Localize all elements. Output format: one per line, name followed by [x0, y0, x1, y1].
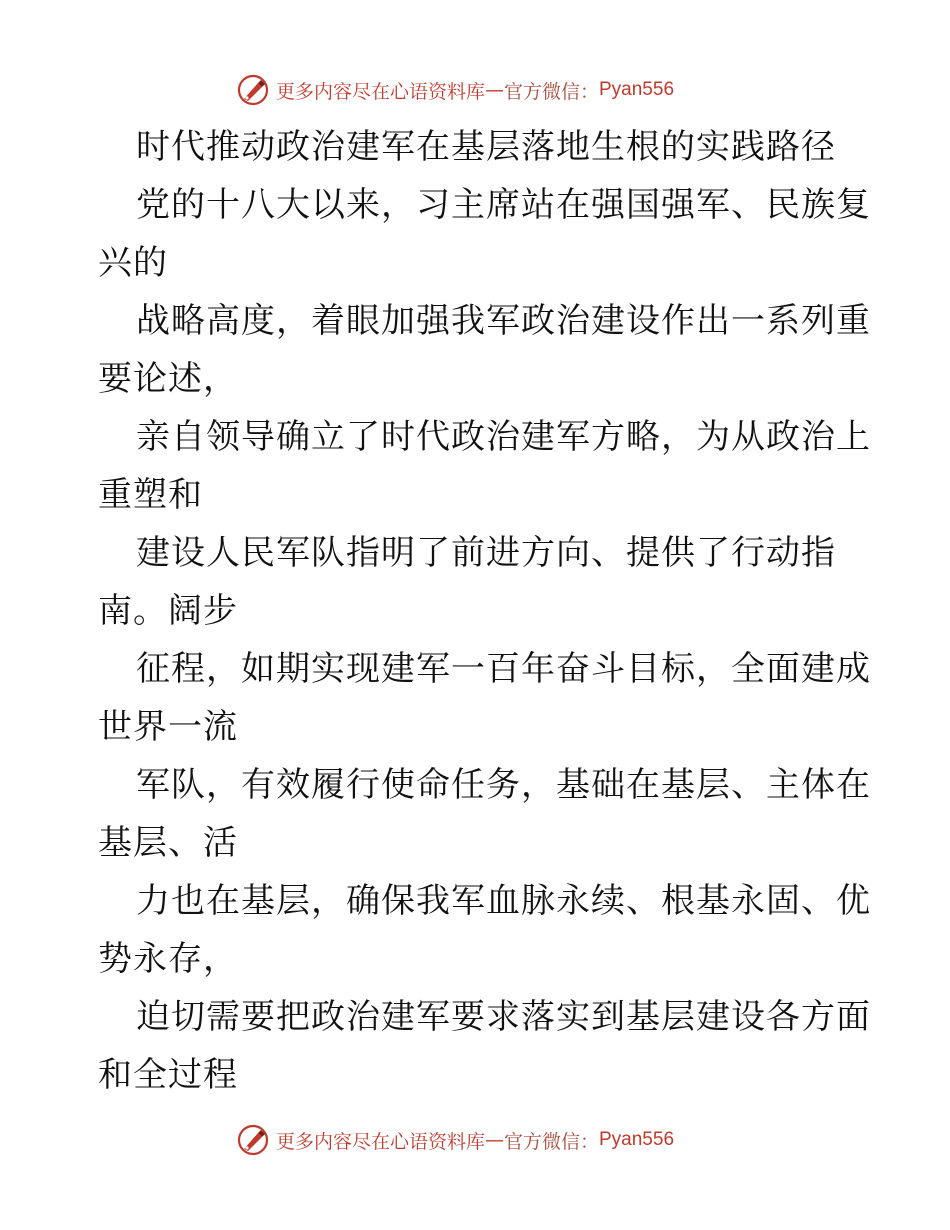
watermark-brand: 更多内容尽在心语资料库	[275, 80, 485, 103]
watermark-account: Pyan556	[599, 79, 675, 100]
text-line: 兴的	[98, 243, 168, 283]
text-line: 基层、活	[98, 823, 238, 863]
pen-logo-icon	[236, 73, 270, 107]
watermark-label: 官方微信：	[503, 1130, 599, 1153]
text-line: 迫切需要把政治建军要求落实到基层建设各方面	[136, 997, 871, 1037]
text-line: 要论述，	[98, 359, 238, 399]
watermark-account: Pyan556	[599, 1129, 675, 1150]
watermark-brand: 更多内容尽在心语资料库	[275, 1130, 485, 1153]
pen-logo-icon	[236, 1123, 270, 1157]
watermark-separator: —	[484, 79, 504, 101]
text-line: 南。阔步	[98, 591, 238, 631]
text-line: 重塑和	[98, 475, 203, 515]
watermark-separator: —	[484, 1129, 504, 1151]
text-line: 党的十八大以来，习主席站在强国强军、民族复	[136, 185, 871, 225]
text-line: 战略高度，着眼加强我军政治建设作出一系列重	[136, 301, 871, 341]
text-line: 势永存，	[98, 939, 238, 979]
header-watermark	[0, 70, 950, 110]
text-line: 世界一流	[98, 707, 238, 747]
text-line: 力也在基层，确保我军血脉永续、根基永固、优	[136, 881, 871, 921]
footer-watermark	[0, 1120, 950, 1160]
text-line: 和全过程	[98, 1055, 238, 1095]
text-line: 亲自领导确立了时代政治建军方略，为从政治上	[136, 417, 871, 457]
text-line: 军队，有效履行使命任务，基础在基层、主体在	[136, 765, 871, 805]
text-line: 征程，如期实现建军一百年奋斗目标，全面建成	[136, 649, 871, 689]
document-title: 时代推动政治建军在基层落地生根的实践路径	[136, 127, 836, 167]
text-line: 建设人民军队指明了前进方向、提供了行动指	[136, 533, 836, 573]
document-body	[98, 118, 871, 1104]
watermark-label: 官方微信：	[503, 80, 599, 103]
